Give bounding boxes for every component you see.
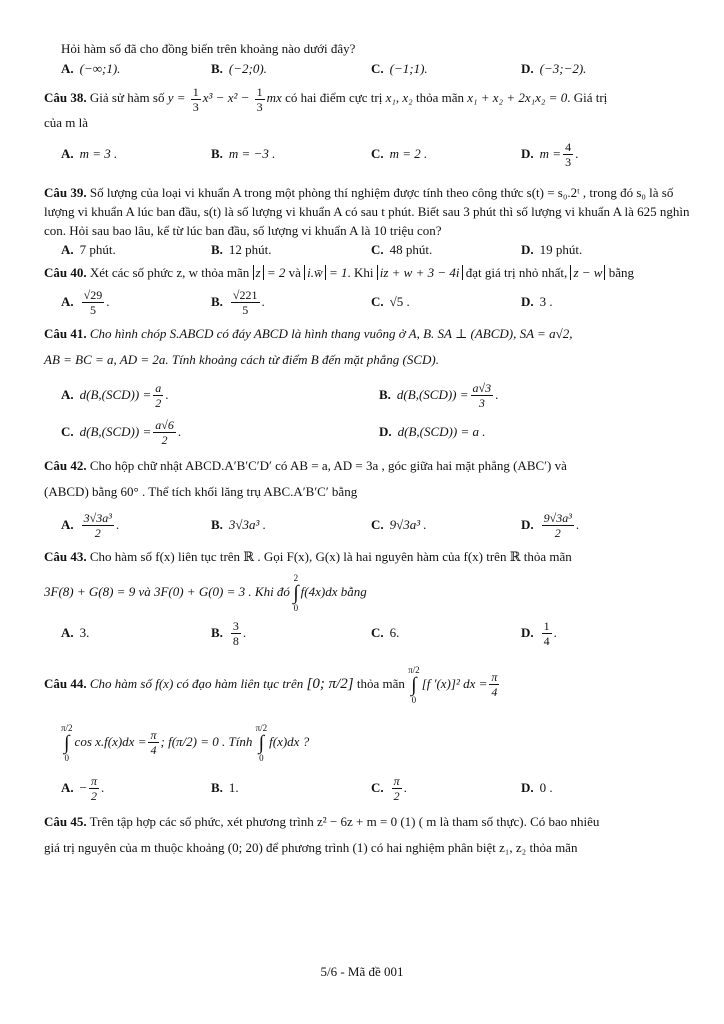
q41-option-b[interactable]: B. d(B,(SCD)) = $\frac{a√3}{3}$ . [379,380,499,410]
q43-option-a[interactable]: A. 3. [61,625,90,641]
q44-option-b[interactable]: B. 1. [211,780,239,796]
q39-stem: Câu 39. Số lượng của loại vi khuẩn A trong một phòng thí nghiệm được tính theo công thức s(t) = s₀.2ᵗ , trong đó s₀ là số lượng vi khuẩn A lúc ban đầu, s(t) là số lượng vi khuẩn A có sau t phút. Biết sau 3 phút thì số lượng vi khuẩn A là 625 nghìn con. Hỏi sau bao lâu, kể từ lúc ban đầu, số lượng vi khuẩn A là 10 triệu con? [44,184,690,238]
q43-option-d[interactable]: D. $\frac{1}{4}$ . [521,618,557,648]
q41-option-c[interactable]: C. d(B,(SCD)) = $\frac{a√6}{2}$ . [61,417,182,447]
q38-option-c[interactable]: C. m = 2 . [371,146,428,162]
q39-option-d[interactable]: D. 19 phút. [521,241,583,257]
q45-stem: Câu 45. Trên tập hợp các số phức, xét phương trình z² − 6z + m = 0 (1) ( m là tham số thực). Có bao nhiêu [44,813,600,829]
q39-option-b[interactable]: B. 12 phút. [211,241,272,257]
q42-options [61,511,690,540]
q38-option-b[interactable]: B. m = −3 . [211,146,276,162]
q37-stem: Hỏi hàm số đã cho đồng biến trên khoảng nào dưới đây? [61,41,356,56]
q42-option-c[interactable]: C. 9√3a³ . [371,517,427,533]
q41-options-row1 [61,381,690,410]
q41-stem-line2: AB = BC = a, AD = 2a. Tính khoảng cách từ điểm B đến mặt phẳng (SCD). [44,351,439,367]
q42-option-a[interactable]: A. $\frac{\text{3√3a³}}{2}$ . [61,510,120,540]
q42-option-b[interactable]: B. 3√3a³ . [211,517,266,533]
integral-sign: π/2 ∫ 0 [255,722,268,763]
q37-option-d[interactable]: D. (−3;−2). [521,61,587,76]
q41-stem: Câu 41. Cho hình chóp S.ABCD có đáy ABCD là hình thang vuông ở A, B. SA ⊥ (ABCD), SA = a√2, [44,325,573,341]
q44-option-d[interactable]: D. 0 . [521,780,553,796]
q41-options-row2 [61,418,690,447]
integral-sign: π/2 ∫ 0 [408,664,420,705]
q44-option-c[interactable]: C. $\frac{\pi}{2}$ . [371,773,407,803]
q43-stem: Câu 43. Cho hàm số f(x) liên tục trên ℝ . Gọi F(x), G(x) là hai nguyên hàm của f(x) trên ℝ thỏa mãn [44,548,572,564]
q37-option-c[interactable]: C. (−1;1). [371,61,428,76]
exam-page [44,40,690,857]
q42-stem: Câu 42. Cho hộp chữ nhật ABCD.A′B′C′D′ có AB = a, AD = 3a , góc giữa hai mặt phẳng (ABC′) và [44,457,567,473]
q43-stem-line2: 3F(8) + G(8) = 9 và 3F(0) + G(0) = 3 . Khi đó 2 ∫ 0 f(4x)dx bằng [44,572,367,613]
q44-stem-line2: π/2 ∫ 0 cos x.f(x)dx = $\frac{\pi}{4}$ ; f(π/2) = 0 . Tính π/2 ∫ 0 f(x)dx ? [61,722,310,763]
q37-option-b[interactable]: B. (−2;0). [211,61,267,76]
q39-option-c[interactable]: C. 48 phút. [371,241,433,257]
page-footer: 5/6 - Mã đề 001 [320,964,404,979]
q44-options [61,774,690,803]
q40-option-b[interactable]: B. $\frac{√221}{5}$ . [211,287,265,317]
q43-options [61,619,690,648]
q38-option-a[interactable]: A. m = 3 . [61,146,118,162]
q37-options [61,61,690,77]
integral-sign: 2 ∫ 0 [293,572,299,613]
q40-option-c[interactable]: C. √5 . [371,294,410,310]
q43-option-c[interactable]: C. 6. [371,625,400,641]
q40-stem: Câu 40. Xét các số phức z, w thỏa mãn z = 2 và i.w̄ = 1. Khi iz + w + 3 − 4i đạt giá trị nhỏ nhất, z − w bằng [44,264,634,280]
q40-options [61,288,690,317]
q43-option-b[interactable]: B. $\frac{3}{8}$ . [211,618,247,648]
q38-stem: Câu 38. Giả sử hàm số y = $\frac{1}{3}$ x³ − x² − $\frac{1}{3}$ mx có hai điểm cực trị x₁, x₂ thỏa mãn x₁ + x₂ + 2x₁x₂ = 0. Giá trị [44,84,608,114]
q41-option-d[interactable]: D. d(B,(SCD)) = a . [379,424,486,440]
q38-stem-line2: của m là [44,114,89,130]
q45-stem-line2: giá trị nguyên của m thuộc khoảng (0; 20) để phương trình (1) có hai nghiệm phân biệt z₁, z₂ thỏa mãn [44,839,578,855]
integral-sign: π/2 ∫ 0 [61,722,73,763]
q41-option-a[interactable]: A. d(B,(SCD)) = $\frac{a}{2}$ . [61,380,169,410]
q38-option-d[interactable]: D. m = $\frac{4}{3}$ . [521,139,579,169]
q40-option-a[interactable]: A. $\frac{√29}{5}$ . [61,287,110,317]
q44-stem: Câu 44. Cho hàm số f(x) có đạo hàm liên tục trên [0; π/2] thỏa mãn π/2 ∫ 0 [f ′(x)]² dx = $\frac{\pi}{4}$ [44,664,498,705]
q42-option-d[interactable]: D. $\frac{\text{9√3a³}}{2}$ . [521,510,580,540]
q38-options [61,140,690,169]
q39-option-a[interactable]: A. 7 phút. [61,241,116,257]
q39-options [61,242,690,258]
q44-option-a[interactable]: A. − $\frac{\pi}{2}$ . [61,773,105,803]
q40-option-d[interactable]: D. 3 . [521,294,553,310]
q42-stem-line2: (ABCD) bằng 60° . Thể tích khối lăng trụ ABC.A′B′C′ bằng [44,483,358,499]
q37-option-a[interactable]: A. (−∞;1). [61,61,121,76]
